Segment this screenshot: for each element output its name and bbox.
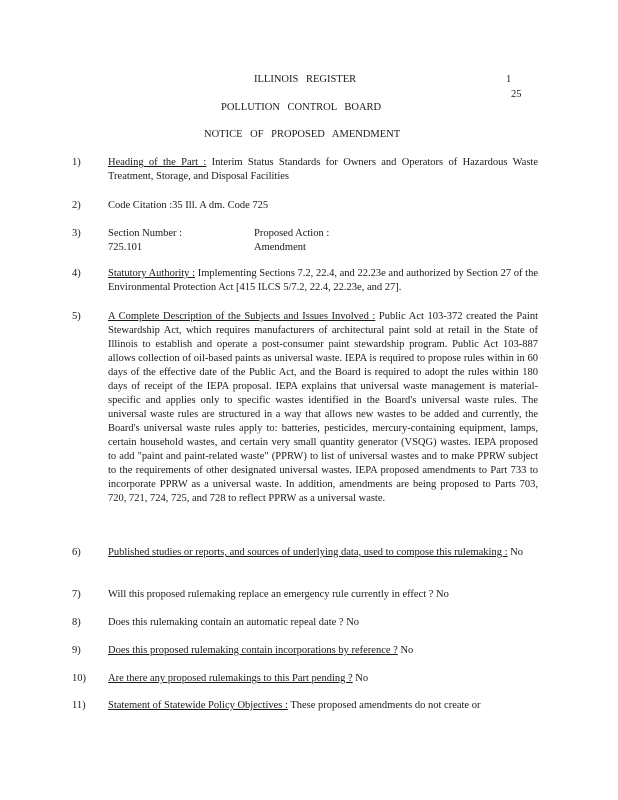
page-number: 1 [506,74,512,85]
item-label: A Complete Description of the Subjects and Issues Involved : [108,311,376,322]
item-number: 1) [72,157,81,168]
section-number-value: 725.101 [108,242,143,253]
item-label: Statement of Statewide Policy Objectives : [108,700,288,711]
item-text: No [400,645,414,656]
item-text: Implementing Sections 7.2, 22.4, and 22.23e and authorized by Section 27 of the Environmental Protection Act [415 ILCS 5/7.2, 22.4, 22.23e, and 27]. [108,268,539,293]
item-body [108,616,538,630]
item-text: No [510,547,523,558]
item-text: Will this proposed rulemaking replace an emergency rule currently in effect ? No [108,589,449,600]
item-number: 2) [72,200,81,211]
item-text: Does this rulemaking contain an automatic repeal date ? No [108,617,360,628]
item-label: Are there any proposed rulemakings to this Part pending ? [108,673,353,684]
proposed-action-heading: Proposed Action : [254,228,330,239]
item-label: Statutory Authority : [108,268,196,279]
item-number: 6) [72,547,81,558]
item-label: Heading of the Part : [108,157,207,168]
item-text: No [355,673,369,684]
item-label: Does this proposed rulemaking contain incorporations by reference ? [108,645,398,656]
section-number-heading: Section Number : [108,228,183,239]
item-number: 3) [72,228,81,239]
item-number: 4) [72,268,81,279]
item-body [108,699,538,713]
proposed-action [254,227,329,255]
item-body [108,199,538,213]
item-number: 10) [72,673,86,684]
item-number: 9) [72,645,81,656]
item-number: 11) [72,700,86,711]
register-title: ILLINOIS REGISTER [254,74,357,85]
item-number: 7) [72,589,81,600]
item-text: Public Act 103-372 created the Paint Stewardship Act, which requires manufacturers of architectural paint sold at retail in the State of Illinois to establish and operate a post-consumer paint stewardship program. Public Act 103-887 allows collection of oil-based paints as universal waste. IEPA is required to propose rules within in 60 days of the effective date of the Public Act, and the Board is required to adopt the rules within 180 days of receipt of the IEPA proposal. IEPA explains that universal waste management is material-specific and applies only to specific wastes identified in the Board's universal waste rules. The universal waste rules are structured in a way that allows new wastes to be added and currently, the Board's universal waste rules apply to: batteries, pesticides, mercury-containing equipment, lamps, certain household wastes, and certain very small quantity generator (VSQG) wastes. IEPA proposed to add "paint and paint-related waste" (PPRW) to list of universal wastes and to make PPRW subject to the requirements of other designated universal wastes. IEPA proposed amendments to Part 733 to incorporate PPRW as a universal waste. In addition, amendments are being proposed to Parts 703, 720, 721, 724, 725, and 728 to reflect PPRW as a universal waste. [108,311,538,504]
item-body [108,672,538,686]
item-body [108,156,538,184]
notice-title: NOTICE OF PROPOSED AMENDMENT [204,129,401,140]
item-number: 5) [72,311,81,322]
item-label: Published studies or reports, and sources of underlying data, used to compose this rulemaking : [108,547,508,558]
proposed-action-value: Amendment [254,242,306,253]
item-body [108,588,538,602]
item-text: These proposed amendments do not create or [290,700,481,711]
item-body [108,267,538,295]
item-body [108,310,538,506]
item-number: 8) [72,617,81,628]
agency-title: POLLUTION CONTROL BOARD [221,102,382,113]
item-body [108,644,538,658]
item-text: Interim Status Standards for Owners and Operators of Hazardous Waste Treatment, Storage, and Disposal Facilities [108,157,539,182]
item-body [108,546,538,560]
page-sub-number: 25 [511,89,522,100]
item-text: Code Citation :35 Ill. A dm. Code 725 [108,200,269,211]
